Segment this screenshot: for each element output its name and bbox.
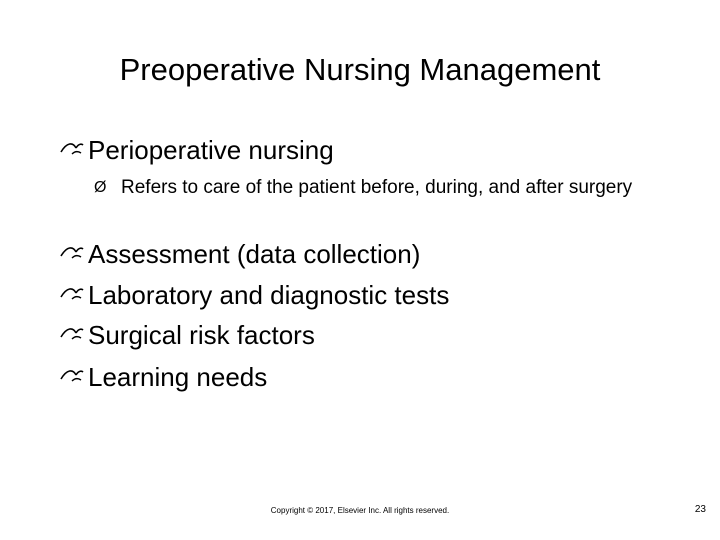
- bullet-icon: [60, 140, 88, 160]
- slide-title: Preoperative Nursing Management: [119, 52, 601, 87]
- page-number: 23: [694, 504, 706, 515]
- arrow-bullet-icon: Ø: [94, 179, 107, 196]
- sub-bullet-text: Refers to care of the patient before, during, and after surgery: [121, 177, 633, 198]
- sub-bullet-item: [94, 174, 654, 202]
- bullet-text: Learning needs: [88, 362, 268, 392]
- bullet-text: Perioperative nursing: [88, 135, 334, 165]
- bullet-item-perioperative: [60, 132, 334, 168]
- bullet-icon: [60, 367, 88, 387]
- bullet-icon: [60, 244, 88, 264]
- bullet-icon: [60, 285, 88, 305]
- bullet-text: Surgical risk factors: [88, 320, 315, 350]
- bullet-item-learning-needs: [60, 359, 267, 395]
- bullet-text: Laboratory and diagnostic tests: [88, 280, 450, 310]
- copyright-footer: Copyright © 2017, Elsevier Inc. All rights reserved.: [270, 506, 450, 515]
- bullet-text: Assessment (data collection): [88, 239, 421, 269]
- bullet-item-surgical-risk: [60, 317, 315, 353]
- bullet-item-laboratory: [60, 277, 449, 313]
- bullet-icon: [60, 325, 88, 345]
- bullet-item-assessment: [60, 236, 420, 272]
